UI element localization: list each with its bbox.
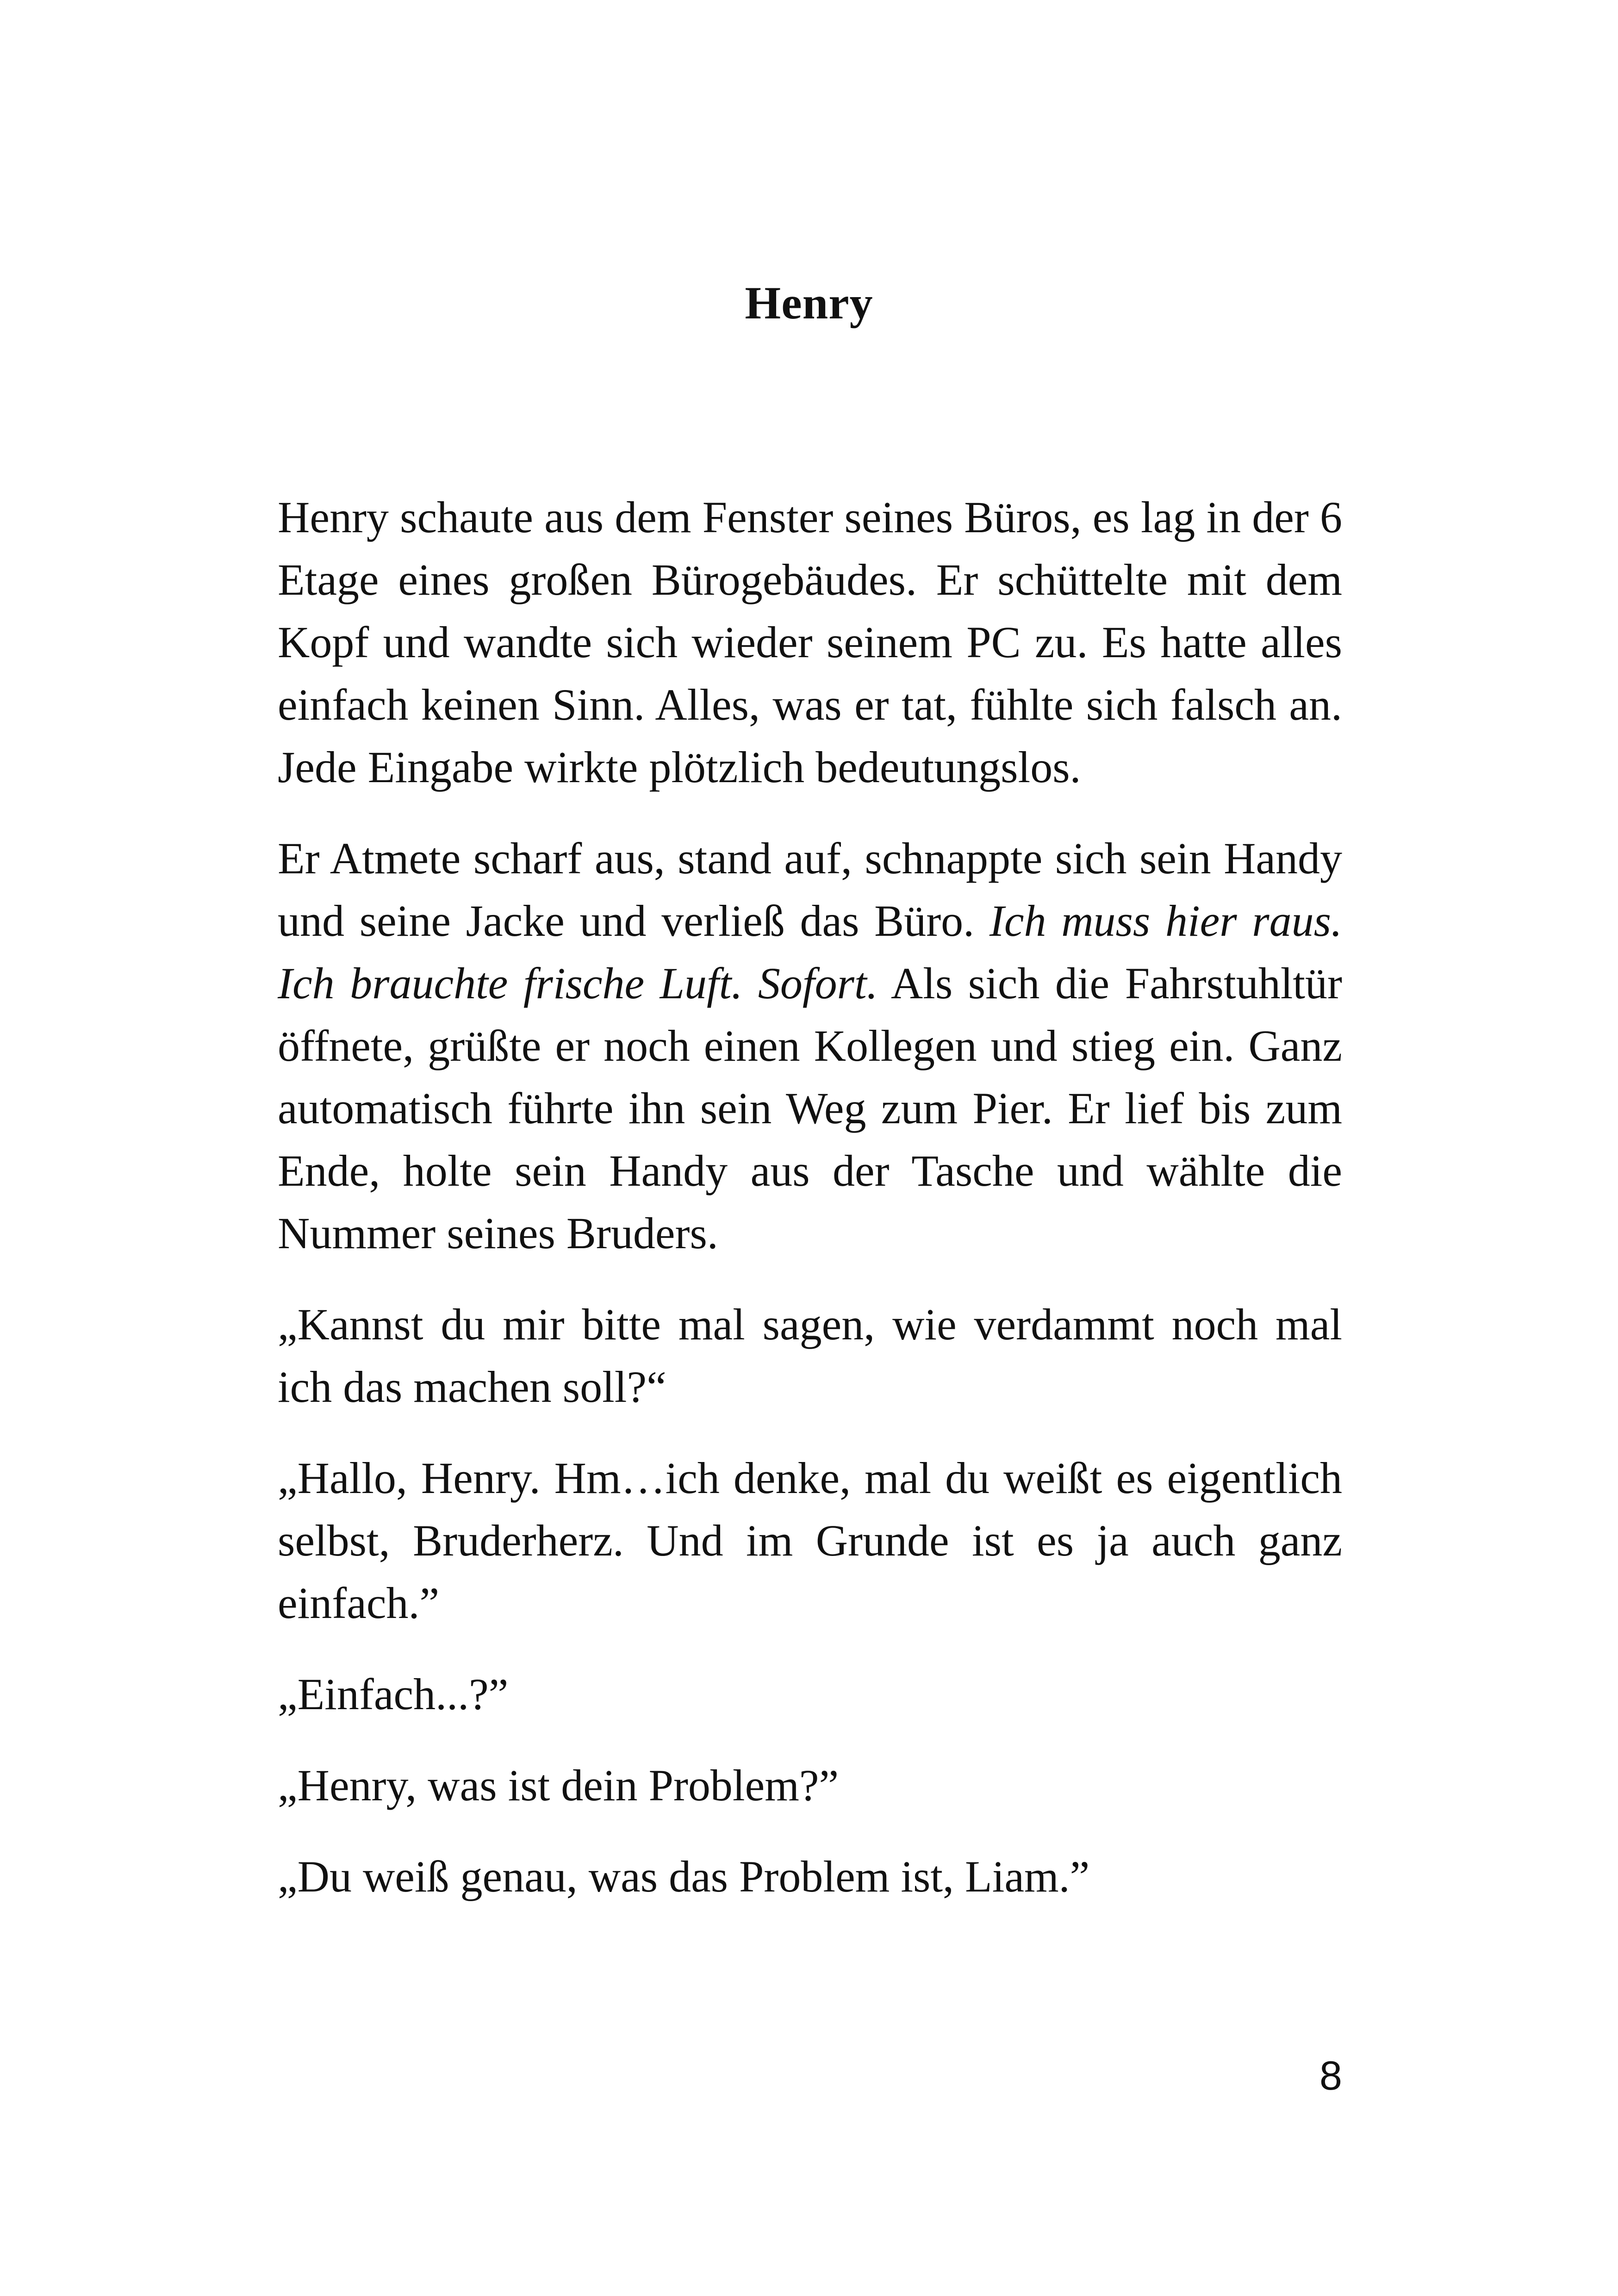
paragraph-leaving-start: Er Atmete scharf aus, stand auf, schnappte sich sein Handy und seine Jacke und verließ das Büro.	[278, 834, 1342, 946]
paragraph-leaving	[278, 827, 1342, 1264]
dialogue-line-5: „Du weiß genau, was das Problem ist, Liam.”	[278, 1852, 1090, 1901]
inner-thought: Ich muss hier raus. Ich brauchte frische Luft. Sofort.	[278, 896, 1343, 1008]
page-number: 8	[1319, 2053, 1342, 2098]
dialogue-line-3: „Einfach...?”	[278, 1669, 509, 1719]
dialogue-line-4: „Henry, was ist dein Problem?”	[278, 1761, 839, 1810]
chapter-title: Henry	[745, 277, 873, 329]
body-text	[278, 486, 1342, 1936]
dialogue-line-2: „Hallo, Henry. Hm…ich denke, mal du weißt es eigentlich selbst, Bruderherz. Und im Grunde ist es ja auch ganz einfach.”	[278, 1453, 1342, 1628]
dialogue-line-1: „Kannst du mir bitte mal sagen, wie verdammt noch mal ich das machen soll?“	[278, 1300, 1342, 1412]
paragraph-office: Henry schaute aus dem Fenster seines Büros, es lag in der 6 Etage eines großen Bürogebäudes. Er schüttelte mit dem Kopf und wandte sich wieder seinem PC zu. Es hatte alles einfach keinen Sinn. Alles, was er tat, fühlte sich falsch an. Jede Eingabe wirkte plötzlich bedeutungslos.	[278, 492, 1342, 792]
paragraph-leaving-end: Als sich die Fahrstuhltür öffnete, grüßte er noch einen Kollegen und stieg ein. Ganz automatisch führte ihn sein Weg zum Pier. Er lief bis zum Ende, holte sein Handy aus der Tasche und wählte die Nummer seines Bruders.	[278, 958, 1342, 1258]
